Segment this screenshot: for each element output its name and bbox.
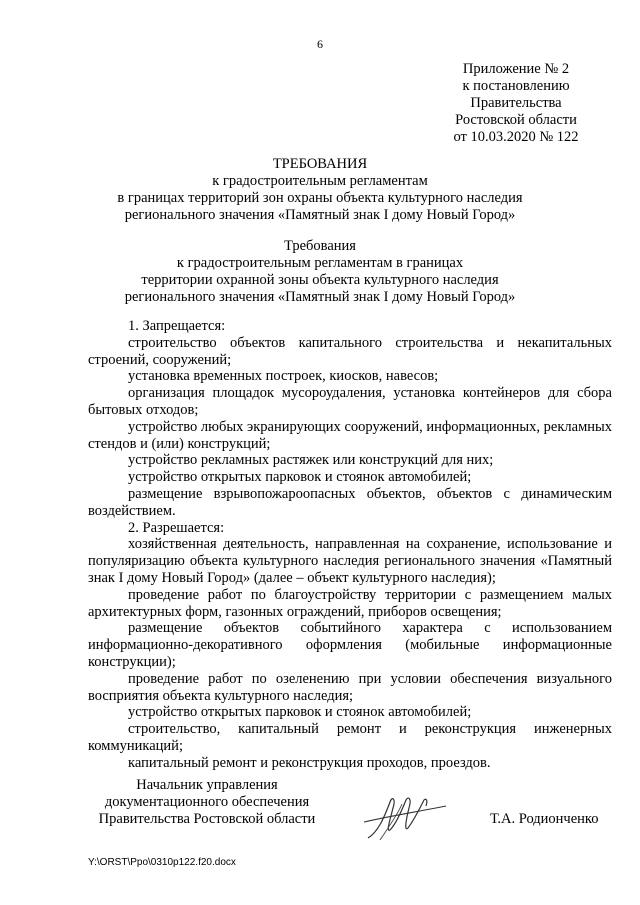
paragraph: устройство открытых парковок и стоянок автомобилей; xyxy=(128,704,472,721)
signatory-title-line: Начальник управления xyxy=(136,777,278,793)
paragraph: размещение взрывопожароопасных объектов, объектов с динамическим воздействием. xyxy=(88,485,612,519)
page-number: 6 xyxy=(317,37,323,51)
paragraph: размещение объектов событийного характера с использованием информационно-декоративного оформления (мобильные информационные конструкции); xyxy=(88,620,612,670)
paragraph: капитальный ремонт и реконструкция проходов, проездов. xyxy=(128,754,491,771)
paragraph: хозяйственная деятельность, направленная на сохранение, использование и популяризацию объекта культурного наследия регионального значения «Памятный знак I дому Новый Город» (далее – объект культурного наследия); xyxy=(88,536,612,586)
appendix-line: Правительства xyxy=(470,95,562,111)
subtitle-line: регионального значения «Памятный знак I дому Новый Город» xyxy=(124,289,516,305)
appendix-line: от 10.03.2020 № 122 xyxy=(453,129,579,145)
subtitle-line: Требования xyxy=(284,238,356,254)
title-line: регионального значения «Памятный знак I дому Новый Город» xyxy=(124,207,516,223)
subtitle-line: к градостроительным регламентам в границах xyxy=(176,255,464,271)
title-line: в границах территорий зон охраны объекта культурного наследия xyxy=(117,190,523,206)
paragraph: 2. Разрешается: xyxy=(128,519,225,536)
paragraph: проведение работ по озеленению при условии обеспечения визуального восприятия объекта культурного наследия; xyxy=(88,670,612,704)
document-title xyxy=(0,156,640,224)
paragraph: установка временных построек, киосков, навесов; xyxy=(128,368,439,385)
paragraph: устройство открытых парковок и стоянок автомобилей; xyxy=(128,469,472,486)
appendix-line: к постановлению xyxy=(462,78,570,94)
paragraph: организация площадок мусороудаления, установка контейнеров для сбора бытовых отходов; xyxy=(88,385,612,418)
requirements-body xyxy=(88,318,612,772)
handwritten-signature xyxy=(360,788,450,844)
signatory-title-line: Правительства Ростовской области xyxy=(98,811,316,828)
paragraph: проведение работ по благоустройству территории с размещением малых архитектурных форм, газонных ограждений, приборов освещения; xyxy=(88,586,612,620)
appendix-line: Приложение № 2 xyxy=(462,61,570,77)
paragraph: устройство любых экранирующих сооружений, информационных, рекламных стендов и (или) конструкций; xyxy=(88,418,612,452)
appendix-line: Ростовской области xyxy=(455,112,577,128)
signatory-name: Т.А. Родионченко xyxy=(490,811,599,827)
paragraph: строительство, капитальный ремонт и реконструкция инженерных коммуникаций; xyxy=(88,721,612,754)
paragraph: 1. Запрещается: xyxy=(128,318,226,334)
signatory-title-line: документационного обеспечения xyxy=(104,794,310,811)
file-path: Y:\ORST\Ppo\0310p122.f20.docx xyxy=(88,857,236,868)
section-title xyxy=(0,238,640,306)
subtitle-line: территории охранной зоны объекта культурного наследия xyxy=(141,272,499,288)
appendix-block xyxy=(440,61,592,146)
paragraph: строительство объектов капитального строительства и некапитальных строений, сооружений; xyxy=(88,334,612,368)
signatory-title xyxy=(87,777,327,829)
title-line: ТРЕБОВАНИЯ xyxy=(272,156,368,172)
paragraph: устройство рекламных растяжек или конструкций для них; xyxy=(128,452,494,469)
title-line: к градостроительным регламентам xyxy=(212,173,428,189)
